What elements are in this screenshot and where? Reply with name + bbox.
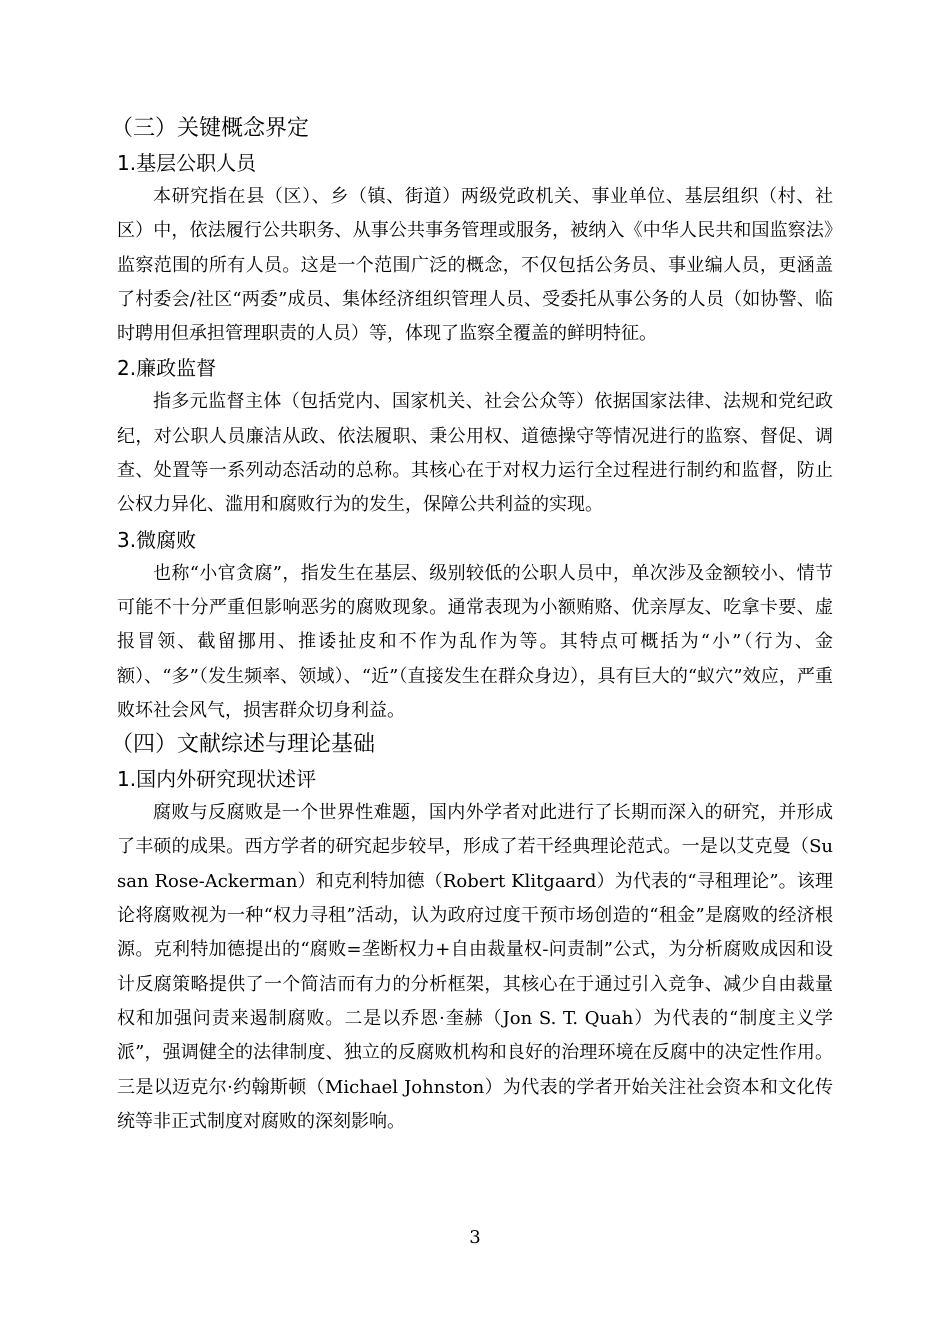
subheading-grassroots-officials: 1.基层公职人员 bbox=[117, 151, 257, 175]
page-number: 3 bbox=[469, 1227, 481, 1248]
paragraph-research-status: 腐败与反腐败是一个世界性难题，国内外学者对此进行了长期而深入的研究，并形成了丰硕的成果。西方学者的研究起步较早，形成了若干经典理论范式。一是以艾克曼（Susan Rose-Ackerman）和克利特加德（Robert Klitgaard）为代表的“寻租理论”。该理论将腐败视为一种“权力寻租”活动，认为政府过度干预市场创造的“租金”是腐败的经济根源。克利特加德提出的“腐败=垄断权力+自由裁量权-问责制”公式，为分析腐败成因和设计反腐策略提供了一个简洁而有力的分析框架，其核心在于通过引入竞争、减少自由裁量权和加强问责来遏制腐败。二是以乔恩·奎赫（Jon S. T. Quah）为代表的“制度主义学派”，强调健全的法律制度、独立的反腐败机构和良好的治理环境在反腐中的决定性作用。三是以迈克尔·约翰斯顿（Michael Johnston）为代表的学者开始关注社会资本和文化传统等非正式制度对腐败的深刻影响。 bbox=[117, 802, 833, 1132]
paragraph-integrity-supervision: 指多元监督主体（包括党内、国家机关、社会公众等）依据国家法律、法规和党纪政纪，对公职人员廉洁从政、依法履职、秉公用权、道德操守等情况进行的监察、督促、调查、处置等一系列动态活动的总称。其核心在于对权力运行全过程进行制约和监督，防止公权力异化、滥用和腐败行为的发生，保障公共利益的实现。 bbox=[117, 391, 833, 516]
section-heading-literature-review: （四）文献综述与理论基础 bbox=[111, 732, 376, 758]
section-heading-key-concepts: （三）关键概念界定 bbox=[111, 116, 310, 141]
page-body bbox=[111, 112, 833, 1139]
subheading-research-status: 1.国内外研究现状述评 bbox=[117, 767, 317, 792]
subheading-integrity-supervision: 2.廉政监督 bbox=[117, 356, 217, 381]
subheading-micro-corruption: 3.微腐败 bbox=[117, 527, 197, 552]
paragraph-grassroots-officials: 本研究指在县（区）、乡（镇、街道）两级党政机关、事业单位、基层组织（村、社区）中，依法履行公共职务、从事公共事务管理或服务，被纳入《中华人民共和国监察法》监察范围的所有人员。这是一个范围广泛的概念，不仅包括公务员、事业编人员，更涵盖了村委会/社区“两委”成员、集体经济组织管理人员、受委托从事公务的人员（如协警、临时聘用但承担管理职责的人员）等，体现了监察全覆盖的鲜明特征。 bbox=[117, 186, 833, 345]
paragraph-micro-corruption: 也称“小官贪腐”，指发生在基层、级别较低的公职人员中，单次涉及金额较小、情节可能不十分严重但影响恶劣的腐败现象。通常表现为小额贿赂、优亲厚友、吃拿卡要、虚报冒领、截留挪用、推诿扯皮和不作为乱作为等。其特点可概括为“小”（行为、金额）、“多”（发生频率、领域）、“近”（直接发生在群众身边），具有巨大的“蚁穴”效应，严重败坏社会风气，损害群众切身利益。 bbox=[117, 562, 833, 721]
